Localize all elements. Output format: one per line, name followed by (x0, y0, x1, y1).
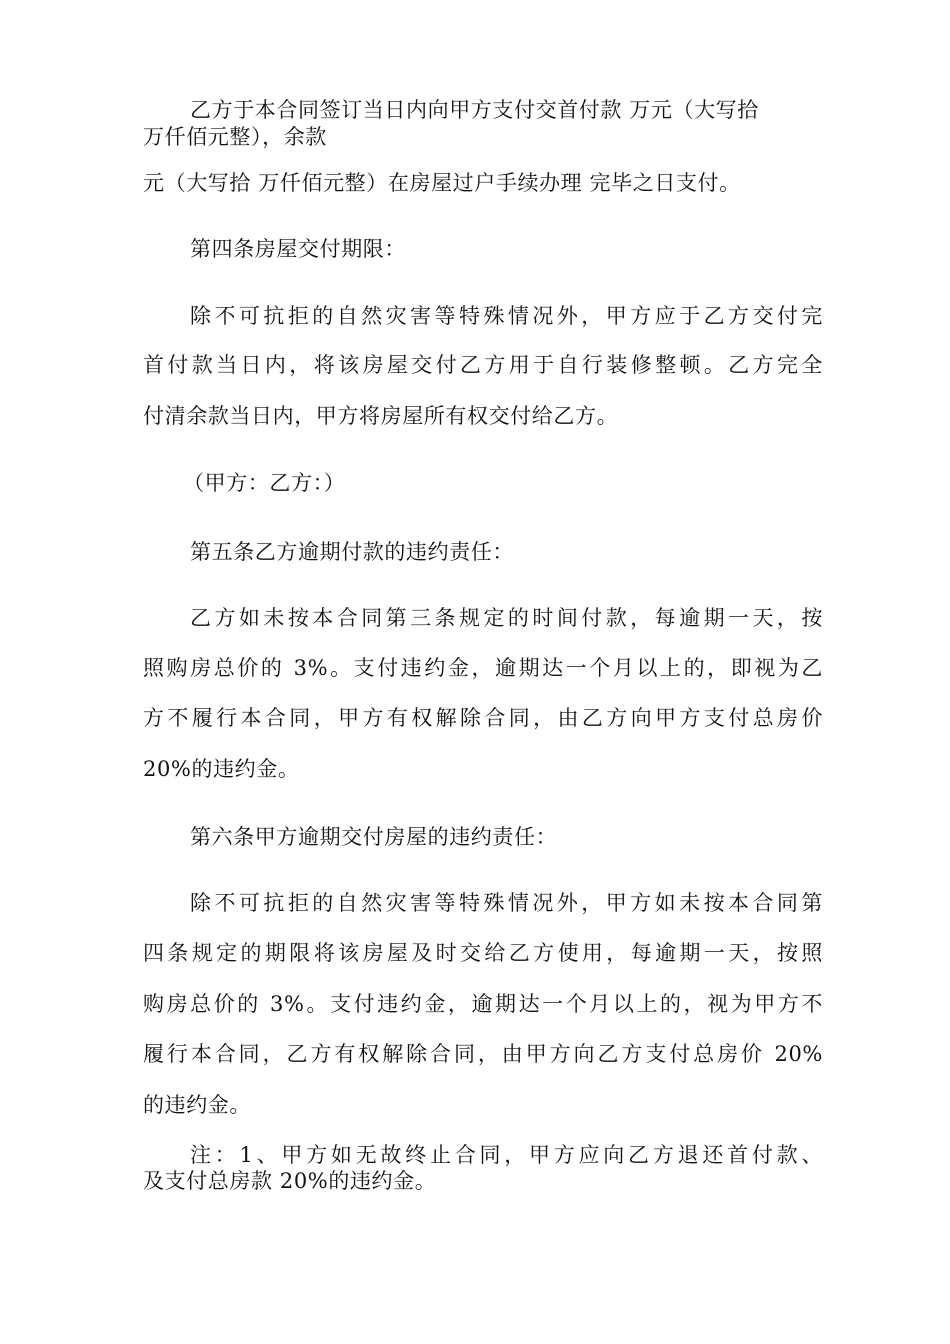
section-heading: 第四条房屋交付期限： (190, 237, 406, 261)
text-line: 付清余款当日内，甲方将房屋所有权交付给乙方。 (143, 404, 619, 428)
note-line: 注：1、甲方如无故终止合同，甲方应向乙方退还首付款、 (190, 1143, 823, 1167)
text-line: 方不履行本合同，甲方有权解除合同，由乙方向甲方支付总房价 (143, 706, 823, 730)
text-line: 元（大写拾 万仟佰元整）在房屋过户手续办理 完毕之日支付。 (143, 171, 741, 195)
text-line: （甲方：乙方：） (183, 471, 346, 495)
text-line: 的违约金。 (143, 1093, 251, 1117)
note-line: 及支付总房款 20%的违约金。 (143, 1169, 437, 1193)
text-line: 乙方于本合同签订当日内向甲方支付交首付款 万元（大写拾 (190, 98, 759, 122)
text-line: 万仟佰元整），余款 (143, 125, 327, 149)
text-line: 履行本合同，乙方有权解除合同，由甲方向乙方支付总房价 20% (143, 1042, 823, 1066)
text-line: 20%的违约金。 (143, 757, 300, 781)
section-heading: 第五条乙方逾期付款的违约责任： (190, 540, 514, 564)
section-heading: 第六条甲方逾期交付房屋的违约责任： (190, 825, 558, 849)
text-line: 除不可抗拒的自然灾害等特殊情况外，甲方应于乙方交付完 (190, 304, 823, 328)
text-line: 购房总价的 3%。支付违约金，逾期达一个月以上的，视为甲方不 (143, 992, 823, 1016)
text-line: 照购房总价的 3%。支付违约金，逾期达一个月以上的，即视为乙 (143, 656, 823, 680)
text-line: 首付款当日内，将该房屋交付乙方用于自行装修整顿。乙方完全 (143, 353, 823, 377)
text-line: 乙方如未按本合同第三条规定的时间付款，每逾期一天，按 (190, 606, 823, 630)
text-line: 除不可抗拒的自然灾害等特殊情况外，甲方如未按本合同第 (190, 891, 823, 915)
text-line: 四条规定的期限将该房屋及时交给乙方使用，每逾期一天，按照 (143, 941, 823, 965)
